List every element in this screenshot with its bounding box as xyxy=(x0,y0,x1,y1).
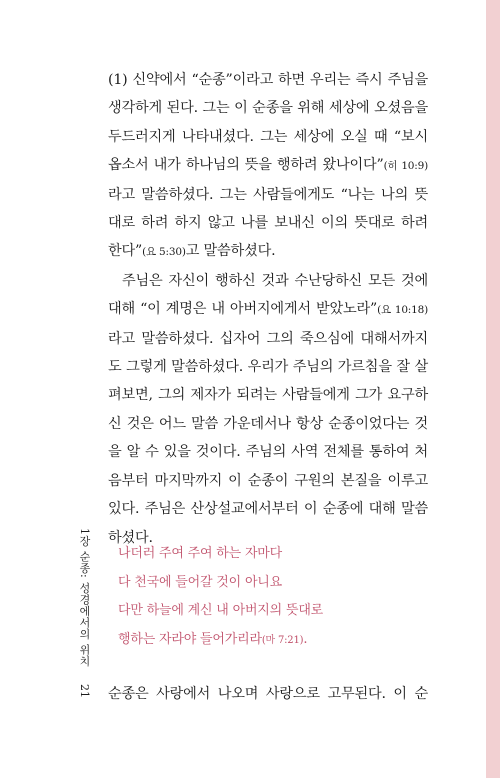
paragraph-1-ref-2: (요 5:30) xyxy=(142,246,186,259)
paragraph-1-text-a: (1) 신약에서 “순종”이라고 하면 우리는 즉시 주님을 생각하게 된다. 그는 이 순종을 위해 세상에 오셨음을 두드러지게 나타내셨다. 그는 세상에 오실 때 “보시옵소서 내가 하나님의 뜻을 행하려 왔나이다” xyxy=(108,72,428,174)
running-head: 1장 순종: 성경에서의 위치 xyxy=(78,528,91,667)
paragraph-2-text-a: 주님은 자신이 행하신 것과 수난당하신 모든 것에 대해 “이 계명은 내 아버지에게서 받았노라” xyxy=(108,272,428,318)
paragraph-1-text-b: 라고 말씀하셨다. 그는 사람들에게도 “나는 나의 뜻대로 하려 하지 않고 나를 보내신 이의 뜻대로 하려 한다” xyxy=(108,186,428,260)
quote-end: . xyxy=(303,631,308,647)
paragraph-2-text-b: 라고 말씀하셨다. 십자어 그의 죽으심에 대해서까지도 그렇게 말씀하셨다. 우리가 주님의 가르침을 잘 살펴보면, 그의 제자가 되려는 사람들에게 그가 요구하신 것은 어느 말씀 가운데서나 항상 순종이었다는 것을 알 수 있을 것이다. 주님의 사역 전체를 통하여 처음부터 마지막까지 이 순종이 구원의 본질을 이루고 있다. 주님은 산상설교에서부터 이 순종에 대해 말씀하셨다. xyxy=(108,330,428,546)
paragraph-1-ref-1: (히 10:9) xyxy=(383,160,429,173)
page-edge-tab xyxy=(486,0,500,778)
paragraph-2-ref: (요 10:18) xyxy=(377,304,428,317)
paragraph-1-text-c: 고 말씀하셨다. xyxy=(185,243,276,260)
quote-ref: (마 7:21) xyxy=(261,634,304,646)
quote-line-4 xyxy=(118,626,418,656)
page-number: 21 xyxy=(78,684,91,698)
paragraph-1 xyxy=(108,66,428,267)
main-text-block xyxy=(108,66,428,552)
paragraph-2 xyxy=(108,267,428,552)
quote-line-3: 다만 하늘에 계신 내 아버지의 뜻대로 xyxy=(118,603,324,619)
quote-line-1: 나더러 주여 주여 하는 자마다 xyxy=(118,546,283,561)
continuation-line: 순종은 사랑에서 나오며 사랑으로 고무된다. 이 순 xyxy=(108,686,428,702)
scripture-quote xyxy=(118,540,418,655)
quote-line-2: 다 천국에 들어갈 것이 아니요 xyxy=(118,574,283,590)
quote-line-4-text: 행하는 자라야 들어가리라 xyxy=(118,631,262,647)
